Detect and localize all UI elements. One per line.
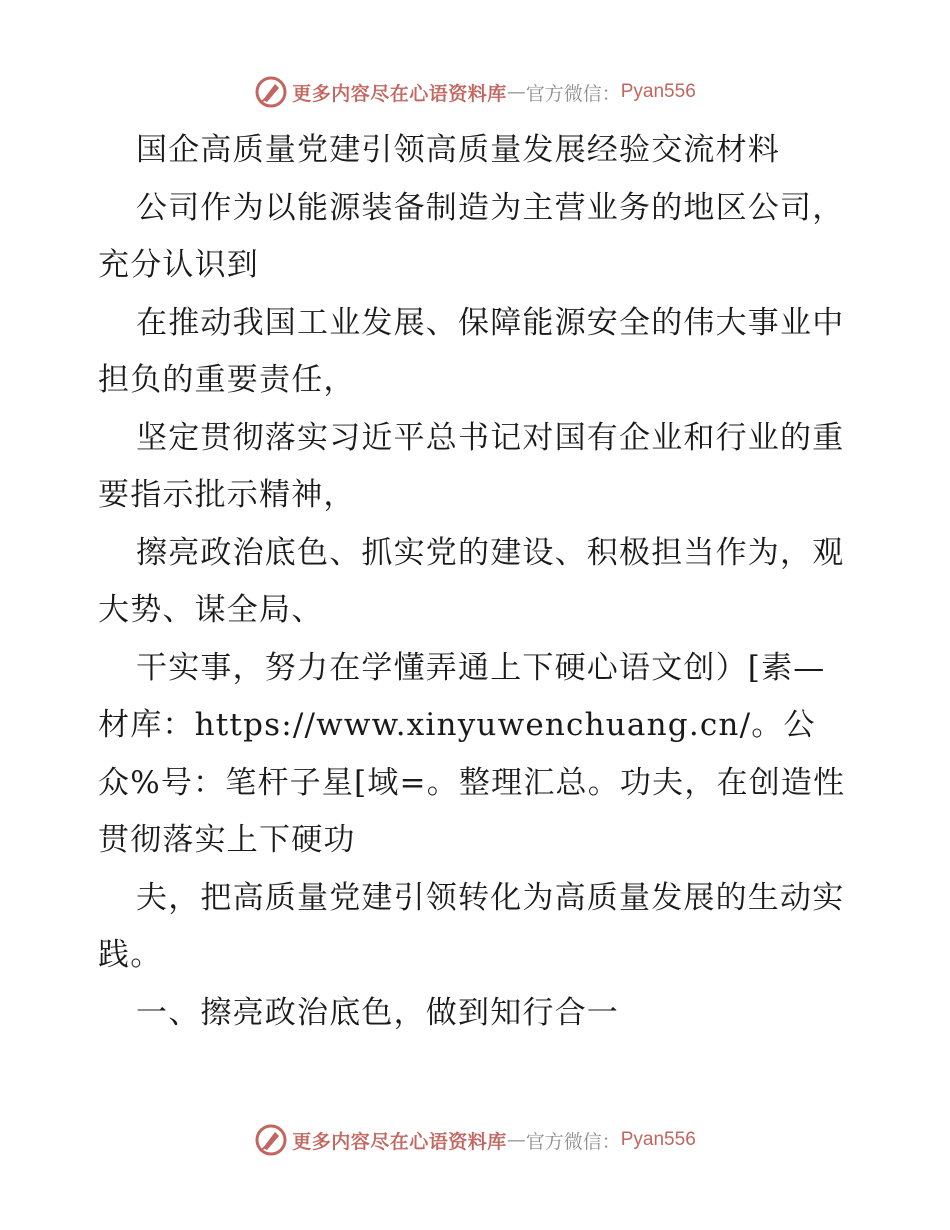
paragraph: 擦亮政治底色、抓实党的建设、积极担当作为，观大势、谋全局、 [98, 534, 845, 628]
wechat-label: 官方微信： [525, 82, 621, 105]
pen-nib-circle-icon [254, 1123, 288, 1157]
wechat-id: Pyan556 [620, 1129, 696, 1150]
wechat-label: 官方微信： [525, 1130, 621, 1153]
brand-text: 更多内容尽在心语资料库 [292, 82, 507, 105]
separator-dash: — [506, 1129, 526, 1151]
brand-text: 更多内容尽在心语资料库 [292, 1130, 507, 1153]
paragraph: 公司作为以能源装备制造为主营业务的地区公司，充分认识到 [98, 189, 845, 283]
section-heading: 一、擦亮政治底色，做到知行合一 [136, 994, 619, 1031]
document-body [98, 122, 854, 1042]
wechat-id: Pyan556 [620, 81, 696, 102]
header-watermark [0, 72, 950, 112]
document-title: 国企高质量党建引领高质量发展经验交流材料 [136, 132, 780, 168]
footer-watermark [0, 1120, 950, 1160]
paragraph: 夫，把高质量党建引领转化为高质量发展的生动实践。 [98, 879, 845, 973]
paragraph: 干实事，努力在学懂弄通上下硬心语文创）[素—材库：https://www.xinyuwenchuang.cn/。公众%号：笔杆子星[域=。整理汇总。功夫，在创造性贯彻落实上下硬功 [98, 649, 846, 858]
paragraph: 在推动我国工业发展、保障能源安全的伟大事业中担负的重要责任， [98, 304, 845, 398]
paragraph: 坚定贯彻落实习近平总书记对国有企业和行业的重要指示批示精神， [98, 419, 845, 513]
separator-dash: — [506, 81, 526, 103]
pen-nib-circle-icon [254, 75, 288, 109]
